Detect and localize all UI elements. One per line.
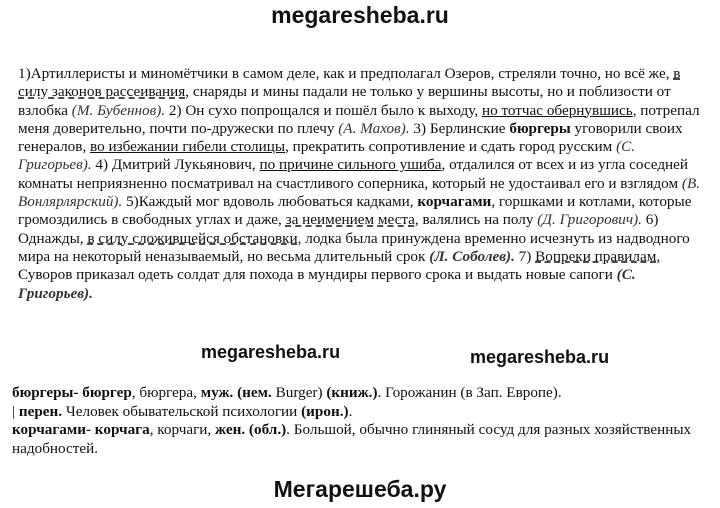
entry-2-grammar: жен. (обл.)	[215, 421, 287, 438]
entry-1-figurative-mark: перен.	[18, 402, 63, 420]
sentence-4-phrase: по причине сильного ушиба	[259, 156, 442, 174]
watermark-bottom: Мегарешеба.ру	[273, 476, 447, 502]
dictionary-block	[12, 384, 708, 458]
entry-1-grammar: муж. (нем.	[200, 384, 272, 401]
watermark-middle-right: megaresheba.ru	[466, 347, 613, 368]
entry-1-style-mark: (книж.)	[326, 384, 378, 401]
sentence-6-text-end: , лодка была принуждена временно исчезнуть из надводного мира на некоторый неназываемый, но весьма длительный срок	[18, 229, 690, 265]
exercise-paragraph	[18, 65, 702, 303]
sentence-4-text: 4) Дмитрий Лукьянович,	[91, 156, 260, 174]
sentence-7-text-end: , Суворов приказал одеть солдат для похода в мундиры первого срока и выдать новые сапоги	[18, 247, 661, 284]
entry-2-definition: . Большой, обычно глиняный сосуд для разных хозяйственных надобностей.	[12, 421, 692, 457]
sentence-3-text: 3) Берлинские	[409, 119, 510, 137]
sentence-7-text: 7)	[514, 247, 536, 265]
entry-1-ironic-mark: (ирон.)	[301, 402, 349, 420]
sentence-5-text: 5)Каждый мог вдоволь любоваться кадками,	[122, 193, 418, 211]
sentence-4-text-end: , отдалился от всех и из угла соседней комнаты неприязненно посматривал на счастливого соперника, который не удостаивал его и взглядом	[18, 156, 689, 192]
sentence-3-keyword: бюргеры	[509, 119, 571, 137]
sentence-6-phrase: в силу сложившейся обстановки	[87, 229, 298, 247]
watermark-middle-left: megaresheba.ru	[197, 342, 344, 363]
entry-1-separator: |	[12, 402, 19, 420]
sentence-1-source: (М. Бубеннов).	[71, 101, 166, 119]
sentence-5-phrase: за неимением места	[285, 211, 415, 229]
sentence-2-text-end: , потрепал меня доверительно, почти по-дружески по плечу	[18, 101, 700, 137]
dictionary-entry-korchaga	[12, 421, 708, 458]
entry-1-headword: бюргеры- бюргер	[12, 384, 132, 401]
sentence-1-text-end: , снаряды и мины падали не только у вершины высоты, но и поблизости от взлобка	[18, 83, 671, 119]
watermark-top: megaresheba.ru	[271, 2, 449, 28]
sentence-2-source: (А. Махов).	[338, 119, 410, 137]
sentence-3-phrase: во избежании гибели столицы	[90, 138, 286, 156]
sentence-5-keyword: корчагами	[417, 193, 492, 211]
sentence-4-source: (В. Вонлярлярский).	[18, 174, 701, 211]
entry-1-forms: , бюргера,	[131, 384, 201, 401]
sentence-6-source: (Л. Соболев).	[429, 247, 515, 265]
dictionary-entry-burgher	[12, 384, 708, 421]
sentence-2-text: 2) Он сухо попрощался и пошёл было к выходу,	[165, 101, 482, 119]
exercise-text	[18, 65, 702, 303]
sentence-3-text-end: , прекратить сопротивление и сдать город русским	[285, 138, 617, 156]
sentence-7-source: (С. Григорьев).	[18, 266, 636, 302]
entry-1-figurative-definition: Человек обывательской психологии	[62, 402, 302, 420]
sentence-1-text: 1)Артиллеристы и миномётчики в самом деле, как и предполагал Озеров, стреляли точно, но всё же,	[18, 65, 674, 82]
sentence-3-text-mid: уговорили своих генералов,	[18, 119, 683, 156]
sentence-1-phrase: в силу законов рассеивания	[18, 65, 681, 101]
sentence-6-text: 6) Однажды,	[18, 211, 659, 247]
entry-2-forms: , корчаги,	[149, 421, 216, 438]
entry-2-headword: корчагами- корчага	[12, 421, 150, 438]
sentence-2-phrase: но тотчас обернувшись	[481, 101, 633, 119]
sentence-3-source: (С. Григорьев).	[18, 138, 636, 174]
sentence-5-source: (Д. Григорович).	[537, 211, 642, 229]
sentence-7-phrase: Вопреки правилам	[535, 247, 657, 265]
entry-1-definition: . Горожанин (в Зап. Европе).	[377, 384, 562, 401]
entry-1-etymology: Burger)	[271, 384, 327, 401]
sentence-5-text-mid: , горшками и котлами, которые громоздились в свободных углах и даже,	[18, 193, 692, 229]
sentence-5-text-end: , валялись на полу	[414, 211, 538, 229]
entry-1-end: .	[348, 402, 353, 420]
